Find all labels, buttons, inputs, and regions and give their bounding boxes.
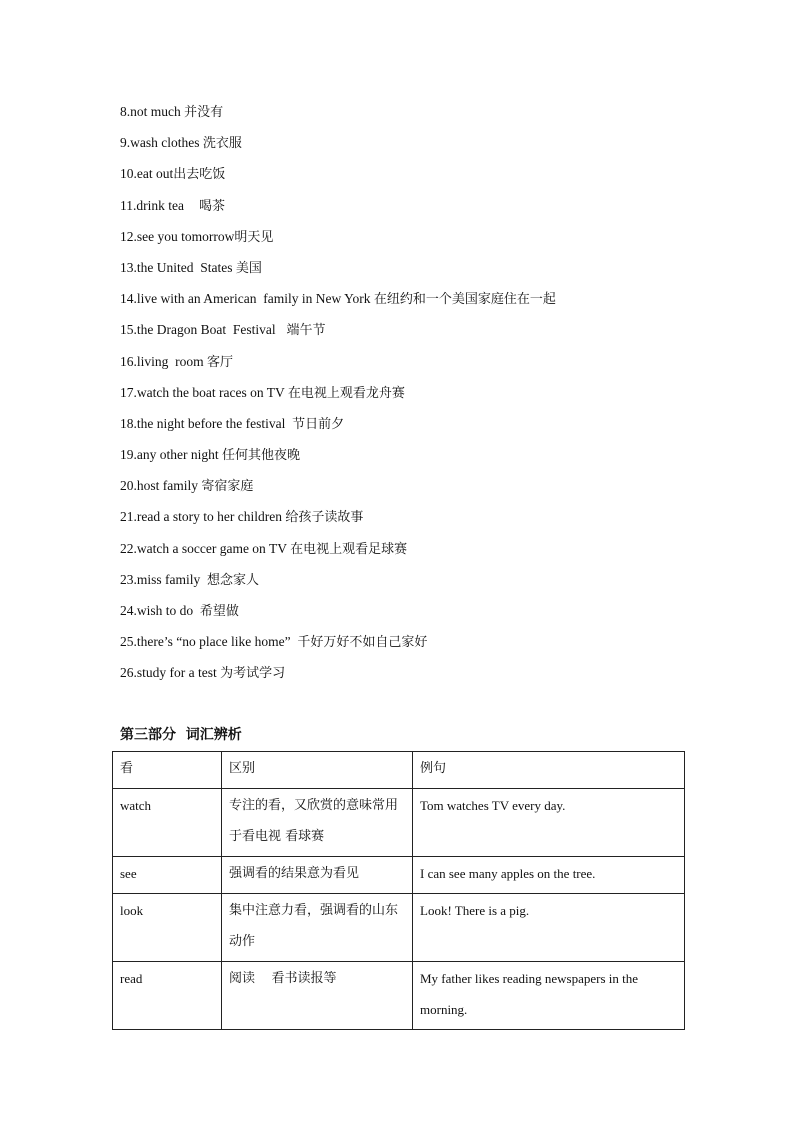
list-item [120, 475, 720, 506]
phrase-cn: 在纽约和一个美国家庭住在一起 [373, 292, 556, 308]
table-cell [222, 789, 413, 857]
list-item [120, 382, 720, 413]
phrase-en: 15.the Dragon Boat Festival [120, 322, 283, 338]
table-row [113, 894, 685, 962]
table-row [113, 962, 685, 1030]
phrase-cn: 任何其他夜晚 [221, 448, 300, 464]
phrase-en: 14.live with an American family in New York [120, 291, 374, 307]
phrase-cn: 给孩子读故事 [285, 510, 364, 526]
table-cell [222, 894, 413, 962]
phrase-en: 13.the United States [120, 259, 236, 275]
list-item [120, 538, 720, 569]
list-item [120, 195, 720, 226]
phrase-en: 11.drink tea [120, 197, 191, 213]
list-item [120, 631, 720, 662]
phrase-cn: 洗衣服 [202, 136, 242, 152]
table-header-cell [113, 752, 222, 789]
phrase-en: 21.read a story to her children [120, 509, 286, 525]
difference-cell: 专注的看，又欣赏的意味常用于看电视 看球赛 [229, 798, 399, 844]
phrase-cn: 想念家人 [207, 572, 260, 588]
phrase-cn: 并没有 [184, 105, 224, 120]
phrase-en: 9.wash clothes [120, 135, 203, 151]
list-item [120, 257, 720, 288]
list-item [120, 226, 720, 257]
list-item [120, 132, 720, 163]
word-cell: look [120, 903, 144, 918]
list-item [120, 351, 720, 382]
phrase-cn: 寄宿家庭 [201, 479, 254, 495]
phrase-en: 25.there’s “no place like home” [120, 634, 298, 650]
table-cell [413, 894, 685, 962]
word-cell: watch [120, 798, 152, 813]
phrase-cn: 在电视上观看足球赛 [290, 541, 408, 557]
table-header-row [113, 752, 685, 789]
phrase-en: 12.see you tomorrow [120, 228, 235, 244]
list-item [120, 506, 720, 537]
list-item [120, 163, 720, 194]
table-cell [413, 789, 685, 857]
example-cell: I can see many apples on the tree. [420, 866, 596, 881]
example-cell: Tom watches TV every day. [420, 798, 566, 813]
table-cell [222, 962, 413, 1030]
phrase-cn: 明天见 [234, 229, 274, 245]
phrase-en: 20.host family [120, 478, 202, 494]
phrase-en: 10.eat out [120, 166, 174, 182]
difference-cell: 阅读 看书读报等 [229, 971, 337, 986]
phrase-en: 19.any other night [120, 447, 222, 463]
phrase-en: 17.watch the boat races on TV [120, 384, 288, 400]
phrase-cn: 希望做 [199, 604, 239, 619]
header-difference: 区别 [229, 761, 256, 776]
phrase-en: 23.miss family [120, 571, 207, 587]
phrase-cn: 在电视上观看龙舟赛 [287, 385, 405, 401]
phrase-cn: 节日前夕 [292, 416, 345, 432]
phrase-en: 8.not much [120, 104, 185, 119]
phrase-en: 24.wish to do [120, 603, 200, 618]
phrase-cn: 出去吃饭 [173, 167, 226, 183]
phrase-en: 26.study for a test [120, 665, 221, 681]
list-item [120, 662, 720, 693]
table-cell [113, 894, 222, 962]
phrase-cn: 为考试学习 [220, 666, 286, 682]
list-item [120, 600, 720, 631]
header-word: 看 [120, 761, 134, 776]
list-item [120, 288, 720, 319]
list-item [120, 569, 720, 600]
phrase-en: 16.living room [120, 353, 207, 369]
table-cell [413, 857, 685, 894]
table-header-cell [413, 752, 685, 789]
section-title: 第三部分 词汇辨析 [120, 727, 242, 743]
difference-cell: 集中注意力看，强调看的山东动作 [229, 903, 399, 949]
word-cell: see [120, 866, 137, 881]
phrase-cn: 客厅 [207, 354, 234, 370]
word-cell: read [120, 971, 143, 986]
table-cell [113, 789, 222, 857]
table-header-cell [222, 752, 413, 789]
header-example: 例句 [420, 761, 447, 776]
phrase-cn: 端午节 [282, 323, 326, 339]
list-item [120, 413, 720, 444]
vocabulary-table [112, 751, 685, 1030]
table-cell [222, 857, 413, 894]
phrase-en: 18.the night before the festival [120, 415, 293, 431]
phrase-cn: 喝茶 [190, 198, 225, 214]
list-item [120, 101, 720, 132]
list-item [120, 444, 720, 475]
difference-cell: 强调看的结果意为看见 [229, 866, 360, 881]
example-cell: Look! There is a pig. [420, 903, 530, 918]
table-cell [113, 857, 222, 894]
phrase-cn: 千好万好不如自己家好 [297, 635, 428, 651]
table-cell [113, 962, 222, 1030]
table-row [113, 857, 685, 894]
list-item [120, 319, 720, 350]
phrase-en: 22.watch a soccer game on TV [120, 540, 291, 556]
phrase-cn: 美国 [235, 260, 262, 276]
table-cell [413, 962, 685, 1030]
table-row [113, 789, 685, 857]
example-cell: My father likes reading newspapers in the morning. [420, 971, 639, 1017]
phrase-list [120, 101, 720, 694]
